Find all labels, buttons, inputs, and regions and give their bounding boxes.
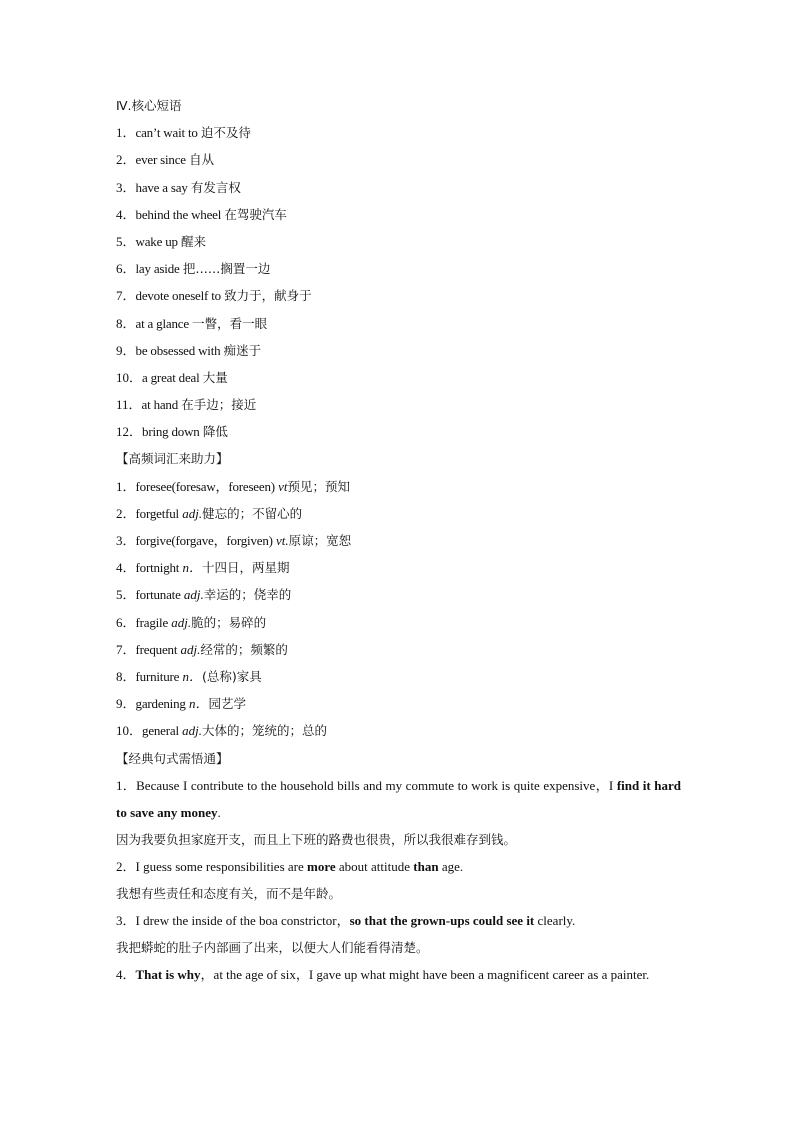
- phrase-zh: 在驾驶汽车: [224, 206, 287, 222]
- list-item: [116, 310, 681, 337]
- item-number: 10．: [116, 723, 143, 739]
- list-item: [116, 119, 681, 146]
- sentence-text: age.: [438, 858, 464, 874]
- phrase-en: at a glance: [135, 315, 189, 331]
- sentence-text: I drew the inside of the boa constrictor，: [135, 912, 350, 928]
- item-number: 2．: [116, 152, 136, 168]
- vocab-list: [116, 473, 681, 745]
- part-of-speech: n．: [182, 560, 202, 576]
- sentence-item: [116, 961, 681, 988]
- word-en: forgetful: [135, 505, 179, 521]
- word-zh: 脆的；易碎的: [191, 614, 267, 630]
- sentence-zh: 我想有些责任和态度有关，而不是年龄。: [116, 885, 342, 901]
- phrase-en: devote oneself to: [135, 288, 221, 304]
- item-number: 3．: [116, 179, 136, 195]
- item-number: 11．: [116, 397, 142, 413]
- sentence-zh: 因为我要负担家庭开支，而且上下班的路费也很贵，所以我很难存到钱。: [116, 831, 517, 847]
- part-of-speech: adj.: [180, 641, 201, 657]
- phrase-zh: 迫不及待: [200, 125, 251, 141]
- sentence-en: [116, 772, 681, 826]
- phrase-en: bring down: [142, 424, 200, 440]
- word-en: fragile: [135, 614, 169, 630]
- word-zh: 幸运的；侥幸的: [203, 587, 292, 603]
- list-item: [116, 663, 681, 690]
- phrase-zh: 降低: [202, 424, 228, 440]
- list-item: [116, 418, 681, 445]
- key-pattern: find it hard to save any money: [116, 777, 681, 820]
- item-number: 1．: [116, 777, 137, 793]
- word-en: fortunate: [135, 587, 181, 603]
- item-number: 7．: [116, 288, 136, 304]
- phrase-en: a great deal: [142, 369, 200, 385]
- phrase-en: ever since: [135, 152, 186, 168]
- word-en: forgive(forgave，forgiven): [135, 533, 273, 548]
- phrase-zh: 醒来: [181, 233, 207, 249]
- list-item: [116, 337, 681, 364]
- phrase-en: be obsessed with: [135, 342, 221, 358]
- list-item: [116, 636, 681, 663]
- item-number: 6．: [116, 261, 136, 277]
- vocab-section-title: 【高频词汇来助力】: [116, 451, 229, 467]
- list-item: [116, 554, 681, 581]
- phrase-en: behind the wheel: [135, 206, 222, 222]
- key-pattern: than: [413, 858, 439, 874]
- sentence-text: .: [217, 804, 221, 820]
- word-zh: (总称)家具: [201, 668, 262, 684]
- item-number: 1．: [116, 125, 136, 141]
- item-number: 9．: [116, 696, 136, 712]
- sentence-text: Because I contribute to the household bills and my commute to work is quite expensive，I: [136, 777, 617, 793]
- list-item: [116, 282, 681, 309]
- phrase-zh: 有发言权: [190, 179, 241, 195]
- item-number: 4．: [116, 206, 136, 222]
- list-item: [116, 473, 681, 500]
- item-number: 7．: [116, 641, 136, 657]
- item-number: 5．: [116, 233, 136, 249]
- part-of-speech: vt.: [276, 533, 289, 548]
- word-zh: 十四日，两星期: [201, 560, 290, 576]
- part-of-speech: adj.: [183, 587, 204, 603]
- item-number: 2．: [116, 858, 136, 874]
- word-en: general: [142, 723, 179, 739]
- list-item: [116, 527, 681, 554]
- phrase-zh: 痴迷于: [223, 342, 262, 358]
- item-number: 9．: [116, 342, 136, 358]
- phrase-zh: 在手边；接近: [181, 397, 257, 413]
- list-item: [116, 391, 681, 418]
- list-item: [116, 690, 681, 717]
- key-pattern: That is why: [135, 966, 201, 982]
- part-of-speech: n．: [188, 696, 209, 712]
- phrase-en: lay aside: [135, 261, 180, 277]
- sentence-section-title: 【经典句式需悟通】: [116, 750, 229, 766]
- sentence-en: [116, 961, 681, 988]
- word-zh: 健忘的；不留心的: [202, 505, 303, 521]
- list-item: [116, 609, 681, 636]
- phrase-en: can’t wait to: [135, 125, 198, 141]
- list-item: [116, 201, 681, 228]
- list-item: [116, 364, 681, 391]
- item-number: 8．: [116, 668, 136, 684]
- word-zh: 园艺学: [208, 696, 246, 712]
- phrase-en: have a say: [135, 179, 188, 195]
- part-of-speech: n．: [182, 668, 202, 684]
- phrase-zh: 把……搁置一边: [182, 261, 271, 277]
- word-zh: 预见；预知: [287, 478, 351, 494]
- part-of-speech: adj.: [171, 614, 192, 630]
- sentence-en: [116, 907, 681, 934]
- section-title: Ⅳ.核心短语: [116, 98, 182, 113]
- item-number: 8．: [116, 315, 136, 331]
- word-zh: 经常的；频繁的: [200, 641, 288, 657]
- sentence-text: about attitude: [335, 858, 414, 874]
- item-number: 12．: [116, 424, 143, 440]
- sentence-text: ，at the age of six，I gave up what might have been a magnificent career as a painter.: [200, 966, 650, 982]
- phrase-zh: 自从: [189, 152, 215, 168]
- phrase-list: [116, 119, 681, 445]
- list-item: [116, 228, 681, 255]
- word-en: foresee(foresaw，foreseen): [135, 478, 275, 494]
- phrase-en: wake up: [135, 233, 178, 249]
- word-zh: 原谅；宽恕: [288, 533, 352, 548]
- list-item: [116, 581, 681, 608]
- word-en: gardening: [135, 696, 186, 712]
- key-pattern: so that the grown-ups could see it: [349, 912, 535, 928]
- item-number: 4．: [116, 966, 136, 982]
- word-zh: 大体的；笼统的；总的: [202, 723, 328, 739]
- word-en: frequent: [135, 641, 178, 657]
- phrase-zh: 一瞥，看一眼: [192, 315, 268, 331]
- list-item: [116, 500, 681, 527]
- sentence-item: [116, 907, 681, 961]
- item-number: 3．: [116, 912, 136, 928]
- sentence-text: I guess some responsibilities are: [135, 858, 308, 874]
- part-of-speech: vt: [278, 478, 288, 494]
- item-number: 5．: [116, 587, 136, 603]
- word-en: fortnight: [135, 560, 180, 576]
- part-of-speech: adj.: [182, 505, 203, 521]
- list-item: [116, 146, 681, 173]
- list-item: [116, 174, 681, 201]
- part-of-speech: adj.: [182, 723, 202, 739]
- sentence-zh: 我把蟒蛇的肚子内部画了出来，以便大人们能看得清楚。: [116, 939, 429, 955]
- phrase-en: at hand: [141, 397, 179, 413]
- item-number: 1．: [116, 478, 136, 494]
- sentence-list: [116, 772, 681, 988]
- item-number: 6．: [116, 614, 136, 630]
- list-item: [116, 255, 681, 282]
- list-item: [116, 717, 681, 744]
- item-number: 4．: [116, 560, 136, 576]
- key-pattern: more: [307, 858, 336, 874]
- phrase-zh: 致力于，献身于: [224, 288, 312, 304]
- document-page: [116, 92, 681, 988]
- sentence-en: [116, 853, 681, 880]
- item-number: 2．: [116, 505, 136, 521]
- word-en: furniture: [135, 668, 180, 684]
- sentence-item: [116, 772, 681, 853]
- sentence-text: clearly.: [534, 912, 576, 928]
- item-number: 10．: [116, 369, 143, 385]
- item-number: 3．: [116, 533, 136, 548]
- phrase-zh: 大量: [202, 369, 228, 385]
- sentence-item: [116, 853, 681, 907]
